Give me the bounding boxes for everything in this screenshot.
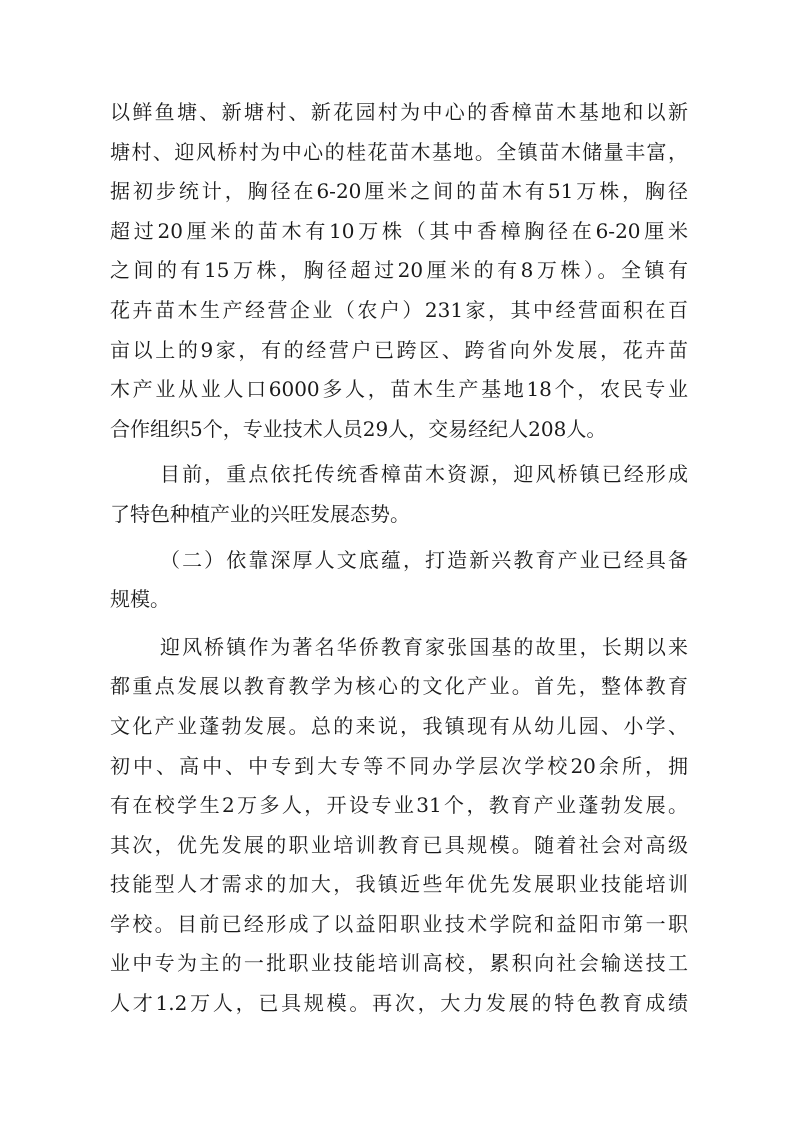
text-line: 都重点发展以教育教学为核心的文化产业。首先，整体教育 [110,674,688,699]
text-line: 目前，重点依托传统香樟苗木资源，迎风桥镇已经形成 [160,462,688,487]
paragraph-education-industry [110,628,688,1024]
section-heading-education [110,541,688,620]
heading-line: 规模。 [110,587,170,612]
text-line: 亩以上的9家，有的经营户已跨区、跨省向外发展，花卉苗 [110,337,688,362]
text-line: 合作组织5个，专业技术人员29人，交易经纪人208人。 [110,416,607,441]
text-line: 其次，优先发展的职业培训教育已具规模。随着社会对高级 [110,832,688,857]
text-line: 超过20厘米的苗木有10万株（其中香樟胸径在6-20厘米 [110,218,688,243]
text-line: 据初步统计，胸径在6-20厘米之间的苗木有51万株，胸径 [110,179,688,204]
text-line: 了特色种植产业的兴旺发展态势。 [110,501,410,526]
text-line: 业中专为主的一批职业技能培训高校，累积向社会输送技工 [110,951,688,976]
document-body [110,93,688,1024]
text-line: 之间的有15万株，胸径超过20厘米的有8万株）。全镇有 [110,258,688,283]
paragraph-planting-summary [110,455,688,534]
text-line: 人才1.2万人，已具规模。再次，大力发展的特色教育成绩 [110,991,688,1016]
text-line: 技能型人才需求的加大，我镇近些年优先发展职业技能培训 [110,872,688,897]
text-line: 木产业从业人口6000多人，苗木生产基地18个，农民专业 [110,377,688,402]
text-line: 有在校学生2万多人，开设专业31个，教育产业蓬勃发展。 [110,793,688,818]
text-line: 以鲜鱼塘、新塘村、新花园村为中心的香樟苗木基地和以新 [110,100,688,124]
text-line: 塘村、迎风桥村为中心的桂花苗木基地。全镇苗木储量丰富， [110,139,688,164]
text-line: 学校。目前已经形成了以益阳职业技术学院和益阳市第一职 [110,911,688,936]
heading-line: （二）依靠深厚人文底蕴，打造新兴教育产业已经具备 [160,547,688,572]
text-line: 花卉苗木生产经营企业（农户）231家，其中经营面积在百 [110,297,688,322]
text-line: 文化产业蓬勃发展。总的来说，我镇现有从幼儿园、小学、 [110,713,688,738]
paragraph-seedling-base [110,93,688,449]
text-line: 初中、高中、中专到大专等不同办学层次学校20余所，拥 [110,753,688,778]
text-line: 迎风桥镇作为著名华侨教育家张国基的故里，长期以来 [160,634,688,659]
paragraph-gap [110,620,688,628]
